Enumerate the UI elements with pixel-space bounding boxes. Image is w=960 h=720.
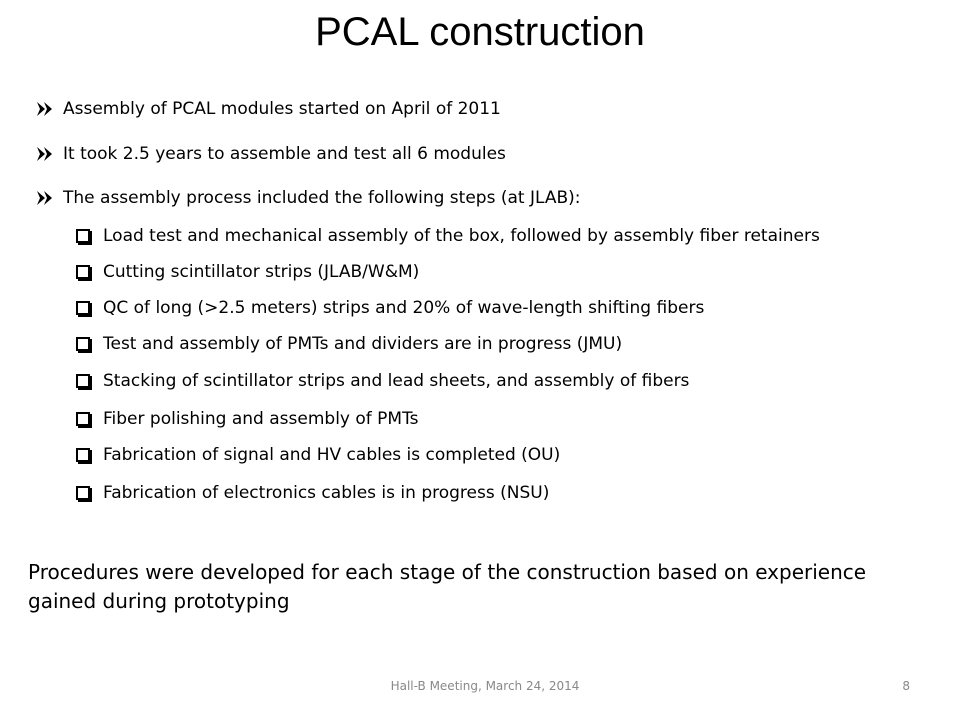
checkbox-bullet-icon (76, 301, 90, 315)
main-bullet-text: The assembly process included the following steps (at JLAB): (63, 188, 581, 208)
sub-bullet (76, 405, 419, 433)
checkbox-bullet-icon (76, 412, 90, 426)
checkbox-bullet-icon (76, 374, 90, 388)
checkbox-bullet-icon (76, 448, 90, 462)
arrow-bullet-icon (36, 101, 58, 117)
sub-bullet (76, 441, 560, 469)
sub-bullet (76, 330, 622, 358)
sub-bullet-text: Stacking of scintillator strips and lead sheets, and assembly of fibers (103, 371, 690, 391)
sub-bullet (76, 479, 549, 507)
arrow-bullet-icon (36, 190, 58, 206)
checkbox-bullet-icon (76, 229, 90, 243)
conclusion-text: Procedures were developed for each stage of the construction based on experience gained during prototyping (28, 560, 867, 613)
main-bullet-text: It took 2.5 years to assemble and test all 6 modules (63, 144, 506, 164)
checkbox-bullet-icon (76, 337, 90, 351)
sub-bullet-text: Cutting scintillator strips (JLAB/W&M) (103, 262, 420, 282)
arrow-bullet-icon (36, 146, 58, 162)
sub-bullet-text: QC of long (>2.5 meters) strips and 20% of wave-length shifting fibers (103, 298, 705, 318)
sub-bullet-text: Fabrication of electronics cables is in progress (NSU) (103, 483, 550, 503)
main-bullet-text: Assembly of PCAL modules started on April of 2011 (63, 99, 501, 119)
sub-bullet-text: Fabrication of signal and HV cables is completed (OU) (103, 445, 561, 465)
footer-meeting-date: Hall-B Meeting, March 24, 2014 (390, 679, 580, 693)
sub-bullet-text: Load test and mechanical assembly of the box, followed by assembly fiber retainers (103, 226, 820, 246)
main-bullet (36, 184, 580, 212)
checkbox-bullet-icon (76, 265, 90, 279)
sub-bullet-text: Test and assembly of PMTs and dividers are in progress (JMU) (103, 334, 623, 354)
sub-bullet (76, 222, 820, 250)
main-bullet (36, 95, 501, 123)
sub-bullet-text: Fiber polishing and assembly of PMTs (103, 409, 419, 429)
slide-title: PCAL construction (315, 10, 645, 54)
checkbox-bullet-icon (76, 486, 90, 500)
sub-bullet (76, 367, 689, 395)
sub-bullet (76, 294, 704, 322)
main-bullet (36, 140, 506, 168)
page-number: 8 (902, 679, 910, 693)
sub-bullet (76, 258, 419, 286)
